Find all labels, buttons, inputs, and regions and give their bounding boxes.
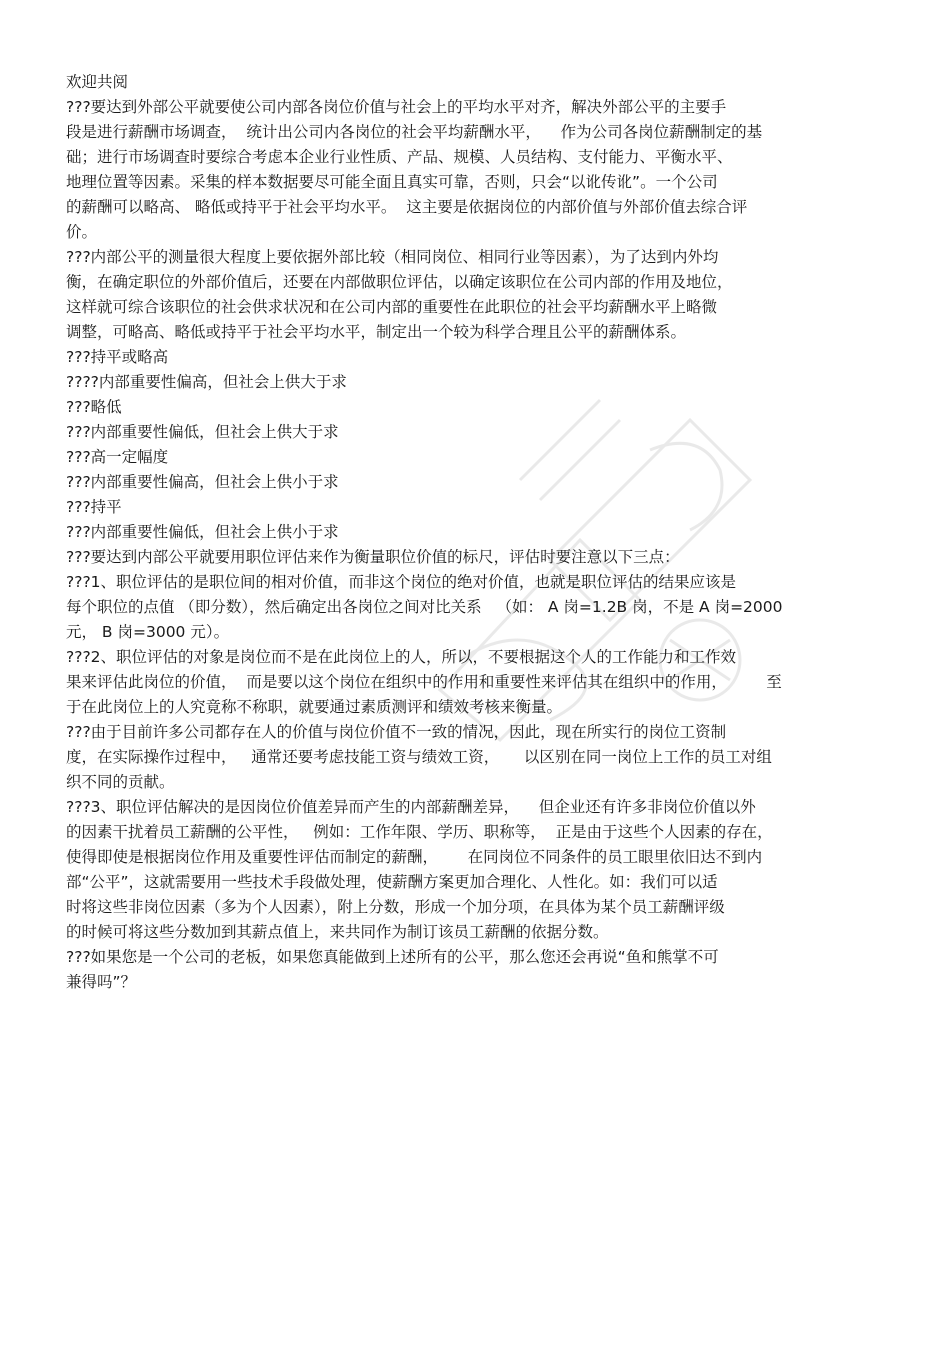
text-line: ???要达到内部公平就要用职位评估来作为衡量职位价值的标尺，评估时要注意以下三点：	[66, 548, 680, 566]
text-line: 础；进行市场调查时要综合考虑本企业行业性质、产品、规模、人员结构、支付能力、平衡水平、	[66, 148, 733, 166]
text-line: ???内部重要性偏高，但社会上供小于求	[66, 473, 339, 491]
text-line: ???持平或略高	[66, 348, 169, 366]
text-line: ???2、职位评估的对象是岗位而不是在此岗位上的人，所以，不要根据这个人的工作能力和工作效	[66, 648, 737, 666]
text-line: ???略低	[66, 398, 122, 416]
text-line: 的时候可将这些分数加到其薪点值上，来共同作为制订该员工薪酬的依据分数。	[66, 923, 609, 941]
text-line: 于在此岗位上的人究竟称不称职，就要通过素质测评和绩效考核来衡量。	[66, 698, 563, 716]
text-line: ???要达到外部公平就要使公司内部各岗位价值与社会上的平均水平对齐，解决外部公平的主要手	[66, 98, 727, 116]
text-line: 价。	[66, 223, 98, 241]
text-line: 地理位置等因素。采集的样本数据要尽可能全面且真实可靠，否则，只会“以讹传讹”。一个公司	[66, 173, 718, 191]
text-line: 元， B 岗=3000 元）。	[66, 623, 230, 641]
text-line: ???3、职位评估解决的是因岗位价值差异而产生的内部薪酬差异， 但企业还有许多非岗位价值以外	[66, 798, 756, 816]
text-line: 衡，在确定职位的外部价值后，还要在内部做职位评估，以确定该职位在公司内部的作用及地位，	[66, 273, 733, 291]
text-line: 段是进行薪酬市场调查， 统计出公司内各岗位的社会平均薪酬水平， 作为公司各岗位薪酬制定的基	[66, 123, 763, 141]
text-line: 织不同的贡献。	[66, 773, 175, 791]
text-line: ???高一定幅度	[66, 448, 169, 466]
text-line: ???如果您是一个公司的老板，如果您真能做到上述所有的公平，那么您还会再说“鱼和熊掌不可	[66, 948, 719, 966]
text-line: ???持平	[66, 498, 122, 516]
text-line: 的薪酬可以略高、 略低或持平于社会平均水平。 这主要是依据岗位的内部价值与外部价值去综合评	[66, 198, 748, 216]
text-line: ???内部重要性偏低，但社会上供大于求	[66, 423, 339, 441]
text-line: ????内部重要性偏高，但社会上供大于求	[66, 373, 347, 391]
text-line: 使得即使是根据岗位作用及重要性评估而制定的薪酬， 在同岗位不同条件的员工眼里依旧达不到内	[66, 848, 763, 866]
document-body	[66, 70, 888, 995]
text-line: ???由于目前许多公司都存在人的价值与岗位价值不一致的情况，因此，现在所实行的岗位工资制	[66, 723, 727, 741]
text-line: 这样就可综合该职位的社会供求状况和在公司内部的重要性在此职位的社会平均薪酬水平上略微	[66, 298, 718, 316]
text-line: ???1、职位评估的是职位间的相对价值，而非这个岗位的绝对价值，也就是职位评估的结果应该是	[66, 573, 737, 591]
text-line: 果来评估此岗位的价值， 而是要以这个岗位在组织中的作用和重要性来评估其在组织中的作用， 至	[66, 673, 782, 691]
text-line: ???内部公平的测量很大程度上要依据外部比较（相同岗位、相同行业等因素），为了达到内外均	[66, 248, 719, 266]
text-line: 每个职位的点值 （即分数），然后确定出各岗位之间对比关系 （如： A 岗=1.2B 岗，不是 A 岗=2000	[66, 598, 783, 616]
text-line: 度，在实际操作过程中， 通常还要考虑技能工资与绩效工资， 以区别在同一岗位上工作的员工对组	[66, 748, 772, 766]
text-line: 兼得吗”？	[66, 973, 137, 991]
text-line: 调整，可略高、略低或持平于社会平均水平，制定出一个较为科学合理且公平的薪酬体系。	[66, 323, 687, 341]
text-line: 部“公平”，这就需要用一些技术手段做处理，使薪酬方案更加合理化、人性化。如：我们可以适	[66, 873, 718, 891]
text-line: ???内部重要性偏低，但社会上供小于求	[66, 523, 339, 541]
text-line: 的因素干扰着员工薪酬的公平性， 例如：工作年限、学历、职称等， 正是由于这些个人因素的存在，	[66, 823, 773, 841]
text-line: 时将这些非岗位因素（多为个人因素），附上分数，形成一个加分项，在具体为某个员工薪酬评级	[66, 898, 725, 916]
document-header: 欢迎共阅	[66, 73, 129, 91]
